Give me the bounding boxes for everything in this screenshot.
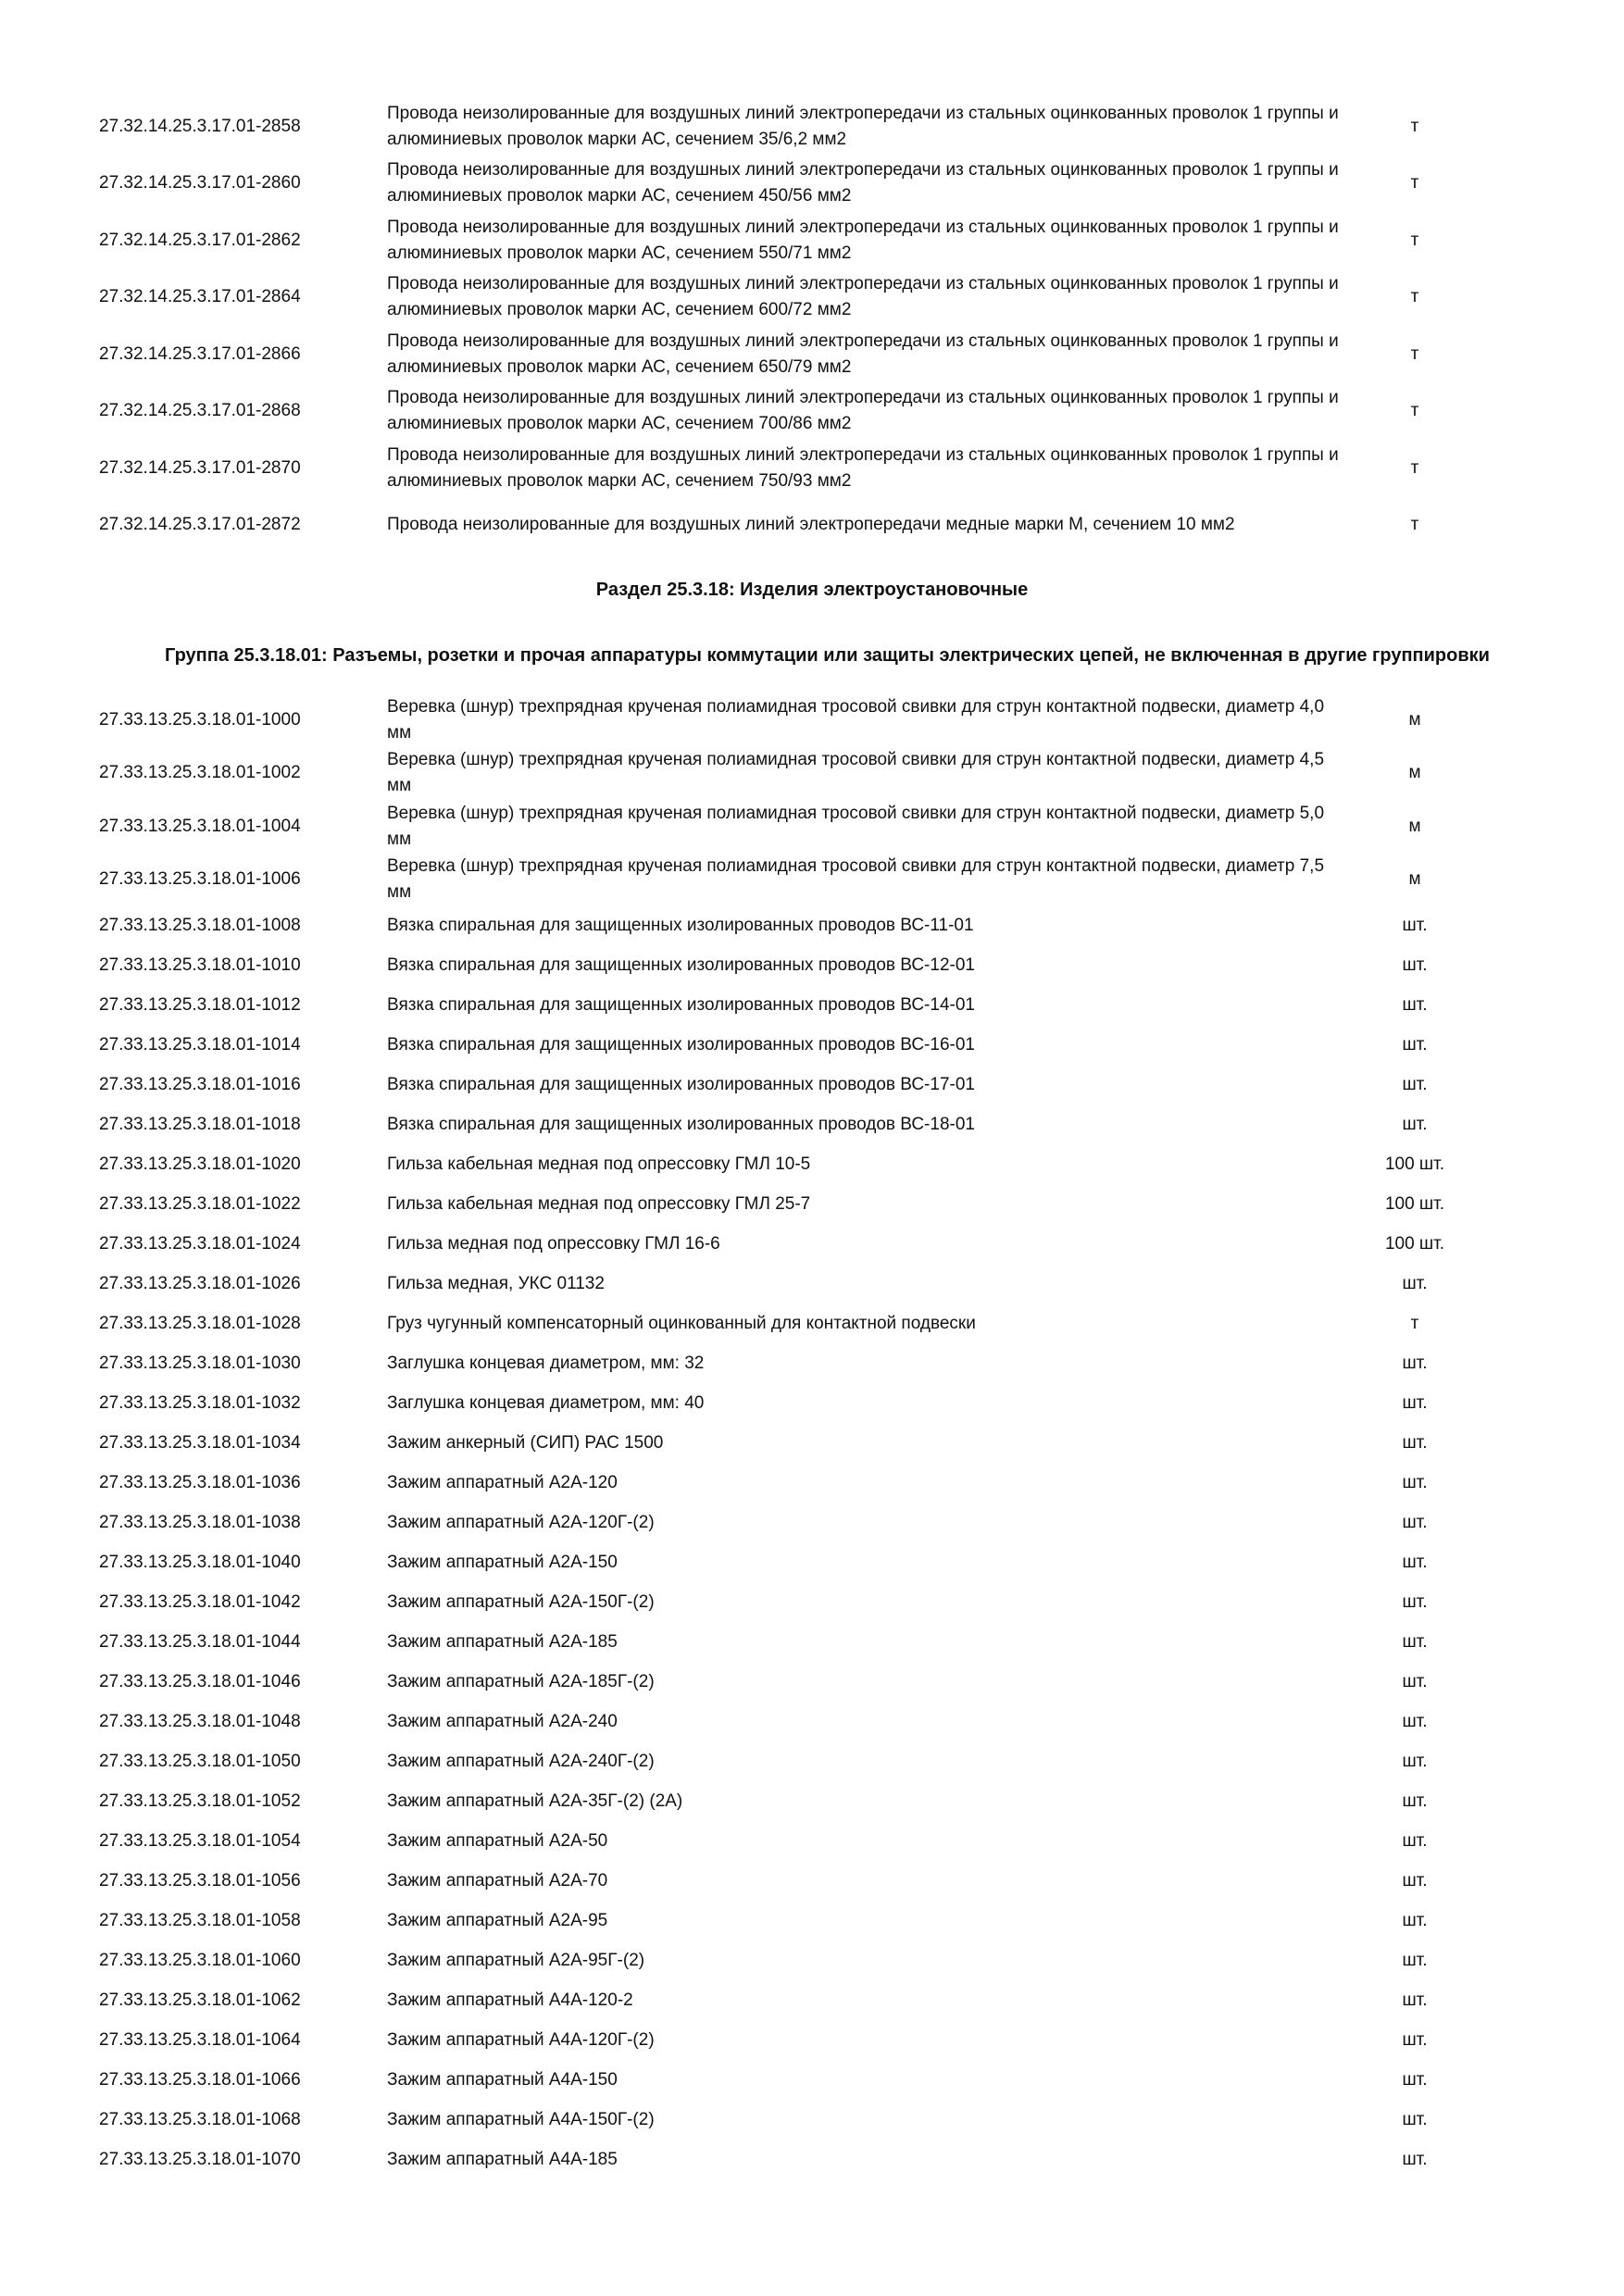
table-row bbox=[0, 497, 1624, 555]
item-unit: м bbox=[1408, 816, 1421, 836]
item-unit: шт. bbox=[1402, 1591, 1428, 1612]
item-unit: шт. bbox=[1402, 1751, 1428, 1771]
table-row bbox=[0, 854, 1624, 907]
item-unit: т bbox=[1410, 401, 1419, 421]
item-unit: шт. bbox=[1402, 1631, 1428, 1652]
item-unit: шт. bbox=[1402, 955, 1428, 975]
table-row bbox=[0, 383, 1624, 441]
item-unit: шт. bbox=[1402, 1273, 1428, 1293]
table-row bbox=[0, 985, 1624, 1025]
item-code: 27.33.13.25.3.18.01-1040 bbox=[99, 1552, 301, 1572]
item-code: 27.33.13.25.3.18.01-1070 bbox=[99, 2149, 301, 2169]
table-row bbox=[0, 1582, 1624, 1622]
table-row bbox=[0, 1343, 1624, 1383]
item-code: 27.32.14.25.3.17.01-2860 bbox=[99, 173, 301, 193]
item-unit: шт. bbox=[1402, 1114, 1428, 1134]
rope-rows-block bbox=[0, 693, 1624, 906]
table-row bbox=[0, 1383, 1624, 1423]
table-row bbox=[0, 440, 1624, 497]
table-row bbox=[0, 2100, 1624, 2140]
item-name: Зажим аппаратный А2А-185Г-(2) bbox=[387, 1671, 655, 1691]
item-code: 27.33.13.25.3.18.01-1004 bbox=[99, 816, 301, 836]
item-name: Веревка (шнур) трехпрядная крученая полиамидная тросовой свивки для струн контактной подвески, диаметр 4,5 мм bbox=[387, 750, 1325, 796]
item-name: Зажим аппаратный А4А-120-2 bbox=[387, 1990, 633, 2010]
item-name: Зажим аппаратный А2А-95 bbox=[387, 1910, 608, 1930]
item-unit: шт. bbox=[1402, 1512, 1428, 1532]
top-rows-block bbox=[0, 98, 1624, 554]
table-row bbox=[0, 800, 1624, 854]
table-row bbox=[0, 1980, 1624, 2020]
item-unit: шт. bbox=[1402, 2109, 1428, 2129]
item-code: 27.33.13.25.3.18.01-1060 bbox=[99, 1950, 301, 1970]
item-name: Провода неизолированные для воздушных линий электропередачи из стальных оцинкованных проволок 1 группы и алюминиевых проволок марки АС, сечением 650/79 мм2 bbox=[387, 331, 1339, 377]
item-code: 27.33.13.25.3.18.01-1066 bbox=[99, 2069, 301, 2090]
item-code: 27.33.13.25.3.18.01-1020 bbox=[99, 1154, 301, 1174]
item-name: Зажим аппаратный А2А-120 bbox=[387, 1472, 618, 1492]
item-code: 27.33.13.25.3.18.01-1014 bbox=[99, 1034, 301, 1054]
item-code: 27.33.13.25.3.18.01-1042 bbox=[99, 1591, 301, 1612]
table-row bbox=[0, 905, 1624, 945]
item-name: Вязка спиральная для защищенных изолированных проводов ВС-18-01 bbox=[387, 1114, 975, 1134]
table-row bbox=[0, 1861, 1624, 1901]
table-row bbox=[0, 1781, 1624, 1821]
item-code: 27.32.14.25.3.17.01-2872 bbox=[99, 515, 301, 535]
item-name: Зажим аппаратный А2А-150 bbox=[387, 1552, 618, 1572]
item-name: Заглушка концевая диаметром, мм: 32 bbox=[387, 1353, 705, 1373]
table-row bbox=[0, 1224, 1624, 1264]
item-unit: шт. bbox=[1402, 1950, 1428, 1970]
item-name: Провода неизолированные для воздушных линий электропередачи медные марки М, сечением 10 мм2 bbox=[387, 515, 1235, 535]
item-unit: шт. bbox=[1402, 915, 1428, 935]
table-row bbox=[0, 945, 1624, 985]
group-title: Группа 25.3.18.01: Разъемы, розетки и прочая аппаратуры коммутации или защиты электрических цепей, не включенная в другие группировки bbox=[165, 645, 1490, 666]
item-code: 27.33.13.25.3.18.01-1052 bbox=[99, 1791, 301, 1811]
item-unit: шт. bbox=[1402, 1432, 1428, 1453]
item-name: Провода неизолированные для воздушных линий электропередачи из стальных оцинкованных проволок 1 группы и алюминиевых проволок марки АС, сечением 35/6,2 мм2 bbox=[387, 103, 1339, 149]
item-unit: шт. bbox=[1402, 2149, 1428, 2169]
item-code: 27.33.13.25.3.18.01-1008 bbox=[99, 915, 301, 935]
table-row bbox=[0, 212, 1624, 269]
table-row bbox=[0, 1025, 1624, 1065]
item-code: 27.32.14.25.3.17.01-2866 bbox=[99, 343, 301, 364]
item-unit: шт. bbox=[1402, 1472, 1428, 1492]
table-row bbox=[0, 1304, 1624, 1343]
table-row bbox=[0, 1503, 1624, 1542]
item-unit: 100 шт. bbox=[1384, 1233, 1445, 1254]
item-name: Вязка спиральная для защищенных изолированных проводов ВС-14-01 bbox=[387, 994, 975, 1015]
item-name: Вязка спиральная для защищенных изолированных проводов ВС-11-01 bbox=[387, 915, 974, 935]
item-code: 27.33.13.25.3.18.01-1010 bbox=[99, 955, 301, 975]
table-row bbox=[0, 1901, 1624, 1940]
item-code: 27.33.13.25.3.18.01-1028 bbox=[99, 1313, 301, 1333]
item-code: 27.33.13.25.3.18.01-1064 bbox=[99, 2029, 301, 2050]
item-code: 27.33.13.25.3.18.01-1030 bbox=[99, 1353, 301, 1373]
table-row bbox=[0, 1104, 1624, 1144]
item-code: 27.33.13.25.3.18.01-1068 bbox=[99, 2109, 301, 2129]
item-code: 27.32.14.25.3.17.01-2862 bbox=[99, 230, 301, 250]
item-name: Зажим аппаратный А4А-185 bbox=[387, 2149, 618, 2169]
table-row bbox=[0, 156, 1624, 213]
item-unit: 100 шт. bbox=[1384, 1154, 1445, 1174]
item-unit: м bbox=[1408, 709, 1421, 730]
item-code: 27.33.13.25.3.18.01-1056 bbox=[99, 1870, 301, 1890]
item-unit: шт. bbox=[1402, 1353, 1428, 1373]
item-name: Зажим аппаратный А2А-150Г-(2) bbox=[387, 1591, 655, 1612]
item-code: 27.33.13.25.3.18.01-1006 bbox=[99, 869, 301, 890]
section-title: Раздел 25.3.18: Изделия электроустановочные bbox=[595, 580, 1029, 600]
table-row bbox=[0, 1741, 1624, 1781]
item-code: 27.33.13.25.3.18.01-1054 bbox=[99, 1830, 301, 1851]
item-code: 27.33.13.25.3.18.01-1022 bbox=[99, 1193, 301, 1214]
item-unit: шт. bbox=[1402, 1552, 1428, 1572]
item-name: Гильза кабельная медная под опрессовку ГМЛ 25-7 bbox=[387, 1193, 811, 1214]
item-unit: шт. bbox=[1402, 2029, 1428, 2050]
item-name: Зажим анкерный (СИП) РАС 1500 bbox=[387, 1432, 664, 1453]
item-code: 27.33.13.25.3.18.01-1058 bbox=[99, 1910, 301, 1930]
item-name: Зажим аппаратный А2А-35Г-(2) (2А) bbox=[387, 1791, 683, 1811]
item-name: Гильза кабельная медная под опрессовку ГМЛ 10-5 bbox=[387, 1154, 811, 1174]
item-unit: шт. bbox=[1402, 2069, 1428, 2090]
item-unit: т bbox=[1410, 343, 1419, 364]
item-code: 27.33.13.25.3.18.01-1024 bbox=[99, 1233, 301, 1254]
item-name: Вязка спиральная для защищенных изолированных проводов ВС-16-01 bbox=[387, 1034, 975, 1054]
item-unit: т bbox=[1410, 515, 1419, 535]
item-unit: шт. bbox=[1402, 1392, 1428, 1413]
item-name: Гильза медная под опрессовку ГМЛ 16-6 bbox=[387, 1233, 720, 1254]
table-row bbox=[0, 1264, 1624, 1304]
item-name: Зажим аппаратный А2А-70 bbox=[387, 1870, 608, 1890]
item-code: 27.33.13.25.3.18.01-1048 bbox=[99, 1711, 301, 1731]
item-name: Зажим аппаратный А2А-240 bbox=[387, 1711, 618, 1731]
item-unit: шт. bbox=[1402, 1870, 1428, 1890]
item-code: 27.33.13.25.3.18.01-1034 bbox=[99, 1432, 301, 1453]
item-unit: шт. bbox=[1402, 1074, 1428, 1094]
table-row bbox=[0, 98, 1624, 156]
item-name: Зажим аппаратный А2А-240Г-(2) bbox=[387, 1751, 655, 1771]
item-rows-block bbox=[0, 905, 1624, 2179]
item-code: 27.33.13.25.3.18.01-1000 bbox=[99, 709, 301, 730]
item-code: 27.33.13.25.3.18.01-1046 bbox=[99, 1671, 301, 1691]
item-code: 27.33.13.25.3.18.01-1032 bbox=[99, 1392, 301, 1413]
table-row bbox=[0, 1184, 1624, 1224]
item-unit: шт. bbox=[1402, 994, 1428, 1015]
item-unit: 100 шт. bbox=[1384, 1193, 1445, 1214]
table-row bbox=[0, 1065, 1624, 1104]
item-name: Веревка (шнур) трехпрядная крученая полиамидная тросовой свивки для струн контактной подвески, диаметр 4,0 мм bbox=[387, 696, 1325, 742]
item-unit: т bbox=[1410, 457, 1419, 478]
item-name: Заглушка концевая диаметром, мм: 40 bbox=[387, 1392, 705, 1413]
table-row bbox=[0, 1662, 1624, 1702]
item-code: 27.33.13.25.3.18.01-1062 bbox=[99, 1990, 301, 2010]
item-name: Гильза медная, УКС 01132 bbox=[387, 1273, 605, 1293]
item-unit: шт. bbox=[1402, 1910, 1428, 1930]
item-code: 27.32.14.25.3.17.01-2864 bbox=[99, 287, 301, 307]
item-code: 27.33.13.25.3.18.01-1036 bbox=[99, 1472, 301, 1492]
item-name: Зажим аппаратный А2А-95Г-(2) bbox=[387, 1950, 645, 1970]
item-unit: шт. bbox=[1402, 1830, 1428, 1851]
item-unit: т bbox=[1410, 173, 1419, 193]
item-code: 27.33.13.25.3.18.01-1050 bbox=[99, 1751, 301, 1771]
table-row bbox=[0, 1463, 1624, 1503]
item-unit: шт. bbox=[1402, 1671, 1428, 1691]
item-code: 27.33.13.25.3.18.01-1038 bbox=[99, 1512, 301, 1532]
table-row bbox=[0, 2140, 1624, 2179]
item-name: Груз чугунный компенсаторный оцинкованный для контактной подвески bbox=[387, 1313, 976, 1333]
table-row bbox=[0, 693, 1624, 747]
item-code: 27.33.13.25.3.18.01-1002 bbox=[99, 763, 301, 783]
item-name: Зажим аппаратный А4А-150Г-(2) bbox=[387, 2109, 655, 2129]
item-name: Провода неизолированные для воздушных линий электропередачи из стальных оцинкованных проволок 1 группы и алюминиевых проволок марки АС, сечением 750/93 мм2 bbox=[387, 444, 1339, 491]
item-unit: шт. bbox=[1402, 1791, 1428, 1811]
table-row bbox=[0, 1144, 1624, 1184]
table-row bbox=[0, 1622, 1624, 1662]
item-name: Провода неизолированные для воздушных линий электропередачи из стальных оцинкованных проволок 1 группы и алюминиевых проволок марки АС, сечением 700/86 мм2 bbox=[387, 388, 1339, 434]
table-row bbox=[0, 326, 1624, 383]
item-name: Вязка спиральная для защищенных изолированных проводов ВС-12-01 bbox=[387, 955, 975, 975]
item-name: Вязка спиральная для защищенных изолированных проводов ВС-17-01 bbox=[387, 1074, 975, 1094]
item-unit: шт. bbox=[1402, 1034, 1428, 1054]
table-row bbox=[0, 2060, 1624, 2100]
item-code: 27.33.13.25.3.18.01-1016 bbox=[99, 1074, 301, 1094]
item-name: Зажим аппаратный А4А-150 bbox=[387, 2069, 618, 2090]
table-row bbox=[0, 269, 1624, 327]
item-name: Провода неизолированные для воздушных линий электропередачи из стальных оцинкованных проволок 1 группы и алюминиевых проволок марки АС, сечением 550/71 мм2 bbox=[387, 217, 1339, 263]
table-row bbox=[0, 1940, 1624, 1980]
item-unit: т bbox=[1410, 230, 1419, 250]
item-name: Провода неизолированные для воздушных линий электропередачи из стальных оцинкованных проволок 1 группы и алюминиевых проволок марки АС, сечением 600/72 мм2 bbox=[387, 274, 1339, 320]
item-name: Веревка (шнур) трехпрядная крученая полиамидная тросовой свивки для струн контактной подвески, диаметр 5,0 мм bbox=[387, 803, 1325, 849]
item-unit: т bbox=[1410, 1313, 1419, 1333]
item-code: 27.33.13.25.3.18.01-1026 bbox=[99, 1273, 301, 1293]
table-row bbox=[0, 2020, 1624, 2060]
table-row bbox=[0, 747, 1624, 801]
item-code: 27.33.13.25.3.18.01-1012 bbox=[99, 994, 301, 1015]
item-code: 27.32.14.25.3.17.01-2858 bbox=[99, 116, 301, 136]
item-name: Зажим аппаратный А4А-120Г-(2) bbox=[387, 2029, 655, 2050]
item-name: Зажим аппаратный А2А-50 bbox=[387, 1830, 608, 1851]
item-unit: шт. bbox=[1402, 1711, 1428, 1731]
item-code: 27.33.13.25.3.18.01-1018 bbox=[99, 1114, 301, 1134]
item-unit: т bbox=[1410, 287, 1419, 307]
item-code: 27.33.13.25.3.18.01-1044 bbox=[99, 1631, 301, 1652]
item-code: 27.32.14.25.3.17.01-2868 bbox=[99, 401, 301, 421]
item-unit: м bbox=[1408, 763, 1421, 783]
table-row bbox=[0, 1821, 1624, 1861]
item-name: Зажим аппаратный А2А-185 bbox=[387, 1631, 618, 1652]
item-unit: м bbox=[1408, 869, 1421, 890]
item-code: 27.32.14.25.3.17.01-2870 bbox=[99, 457, 301, 478]
item-name: Веревка (шнур) трехпрядная крученая полиамидная тросовой свивки для струн контактной подвески, диаметр 7,5 мм bbox=[387, 856, 1325, 903]
item-name: Зажим аппаратный А2А-120Г-(2) bbox=[387, 1512, 655, 1532]
table-row bbox=[0, 1423, 1624, 1463]
item-unit: шт. bbox=[1402, 1990, 1428, 2010]
item-name: Провода неизолированные для воздушных линий электропередачи из стальных оцинкованных проволок 1 группы и алюминиевых проволок марки АС, сечением 450/56 мм2 bbox=[387, 160, 1339, 206]
item-unit: т bbox=[1410, 116, 1419, 136]
table-row bbox=[0, 1702, 1624, 1741]
table-row bbox=[0, 1542, 1624, 1582]
